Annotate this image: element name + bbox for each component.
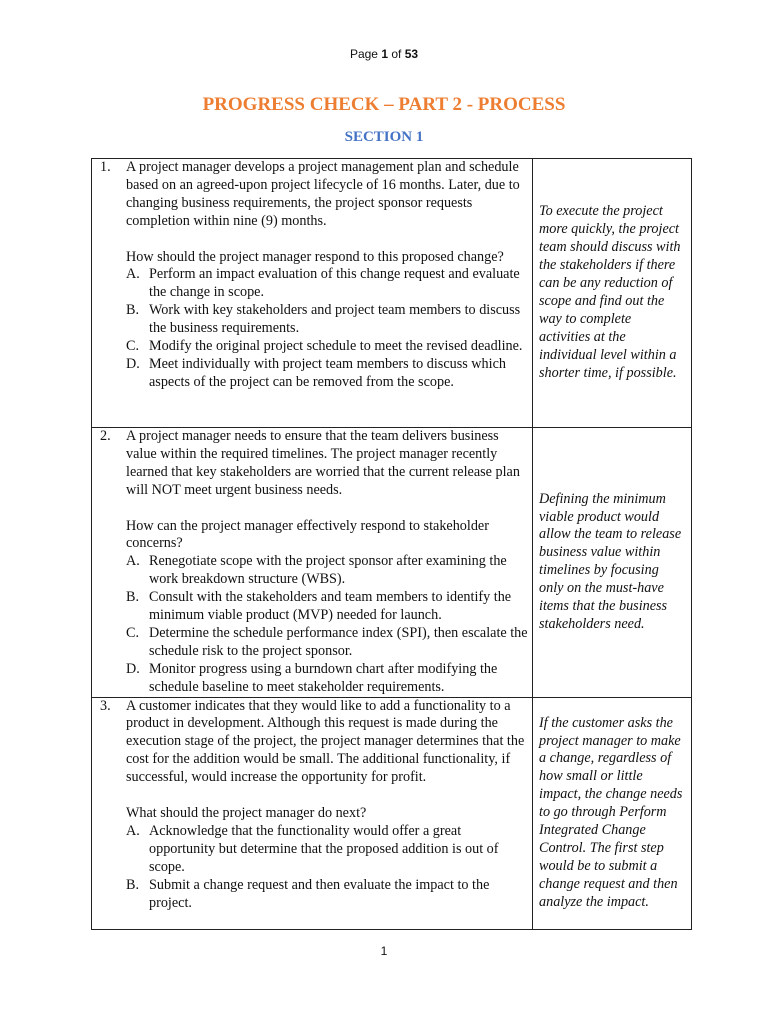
option-letter: D. bbox=[126, 660, 140, 677]
page-number: 1 bbox=[380, 944, 388, 958]
answer-option bbox=[126, 877, 528, 913]
option-text: Modify the original project schedule to meet the revised deadline. bbox=[149, 338, 523, 355]
option-letter: C. bbox=[126, 624, 140, 641]
explanation-cell bbox=[533, 428, 692, 698]
option-letter: D. bbox=[126, 355, 140, 372]
option-text: Renegotiate scope with the project sponsor after examining the work breakdown structure (WBS). bbox=[149, 553, 507, 588]
questions-table bbox=[91, 158, 692, 930]
explanation-cell bbox=[533, 697, 692, 929]
answer-option bbox=[126, 625, 528, 661]
question-prompt: How can the project manager effectively respond to stakeholder concerns? bbox=[126, 517, 489, 552]
answer-option bbox=[126, 266, 528, 302]
question-number: 1. bbox=[100, 159, 111, 175]
question-cell bbox=[92, 428, 533, 698]
explanation-cell bbox=[533, 159, 692, 428]
question-row bbox=[92, 159, 692, 428]
option-text: Work with key stakeholders and project team members to discuss the business requirements. bbox=[149, 302, 521, 337]
question-stem: A project manager develops a project management plan and schedule based on an agreed-upon project lifecycle of 16 months. Later, due to changing business requirements, the project sponsor requests completion within nine (9) months. bbox=[126, 159, 520, 229]
option-text: Determine the schedule performance index (SPI), then escalate the schedule risk to the project sponsor. bbox=[149, 624, 528, 659]
total-pages: 53 bbox=[404, 47, 419, 61]
option-letter: A. bbox=[126, 266, 140, 283]
question-stem: A project manager needs to ensure that the team delivers business value within the required timelines. The project manager recently learned that key stakeholders are worried that the current release plan will NOT meet urgent business needs. bbox=[126, 428, 520, 498]
question-row bbox=[92, 428, 692, 698]
answer-option bbox=[126, 823, 528, 877]
explanation-text: If the customer asks the project manager to make a change, regardless of how small or little impact, the change needs to go through Perform Integrated Change Control. The first step would be to submit a change request and then analyze the impact. bbox=[539, 714, 683, 910]
option-text: Consult with the stakeholders and team members to identify the minimum viable product (MVP) needed for launch. bbox=[149, 589, 512, 624]
question-row bbox=[92, 697, 692, 929]
answer-option bbox=[126, 356, 528, 392]
option-letter: C. bbox=[126, 338, 140, 355]
answer-option bbox=[126, 302, 528, 338]
option-text: Perform an impact evaluation of this change request and evaluate the change in scope. bbox=[149, 266, 520, 301]
section-heading: SECTION 1 bbox=[344, 129, 424, 145]
page-label: Page bbox=[349, 47, 382, 61]
page-of: of bbox=[388, 47, 405, 61]
question-cell bbox=[92, 697, 533, 929]
option-letter: A. bbox=[126, 553, 140, 570]
answer-option bbox=[126, 589, 528, 625]
option-text: Monitor progress using a burndown chart after modifying the schedule baseline to meet stakeholder requirements. bbox=[149, 660, 498, 695]
question-prompt: What should the project manager do next? bbox=[126, 805, 367, 821]
question-number: 3. bbox=[100, 697, 111, 714]
answer-option bbox=[126, 338, 528, 356]
question-prompt: How should the project manager respond to this proposed change? bbox=[126, 248, 504, 265]
question-number: 2. bbox=[100, 428, 111, 444]
answer-option bbox=[126, 661, 528, 697]
explanation-text: To execute the project more quickly, the project team should discuss with the stakeholders if there can be any reduction of scope and find out the way to complete activities at the individual level within a shorter time, if possible. bbox=[539, 203, 681, 381]
option-letter: B. bbox=[126, 589, 140, 606]
answer-option bbox=[126, 553, 528, 589]
question-stem: A customer indicates that they would like to add a functionality to a product in development. Although this request is made during the execution stage of the project, the project manager determines that the cost for the addition would be small. The additional functionality, if successful, would increase the opportunity for profit. bbox=[126, 697, 525, 786]
document-title: PROGRESS CHECK – PART 2 - PROCESS bbox=[202, 94, 566, 115]
option-text: Meet individually with project team members to discuss which aspects of the project can be removed from the scope. bbox=[149, 355, 506, 390]
option-letter: B. bbox=[126, 302, 140, 319]
option-letter: B. bbox=[126, 876, 140, 893]
explanation-text: Defining the minimum viable product would allow the team to release business value within timelines by focusing only on the must-have items that the business stakeholders need. bbox=[539, 490, 682, 632]
option-text: Submit a change request and then evaluate the impact to the project. bbox=[149, 876, 490, 911]
page-header bbox=[0, 47, 768, 61]
current-page: 1 bbox=[381, 47, 388, 61]
option-letter: A. bbox=[126, 822, 140, 839]
option-text: Acknowledge that the functionality would offer a great opportunity but determine that the proposed addition is out of scope. bbox=[149, 822, 499, 875]
question-cell bbox=[92, 159, 533, 428]
